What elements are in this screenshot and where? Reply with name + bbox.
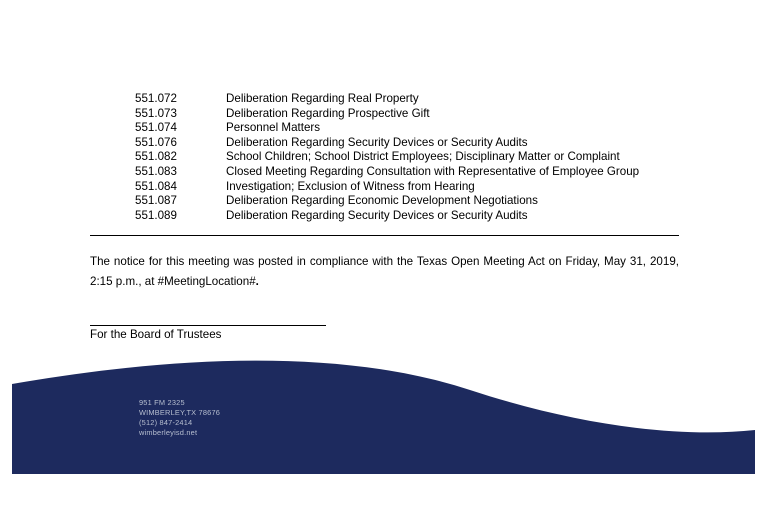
section-description: Deliberation Regarding Security Devices or Security Audits <box>226 208 528 222</box>
section-description: Deliberation Regarding Economic Development Negotiations <box>226 194 538 208</box>
section-code: 551.082 <box>135 150 177 164</box>
section-code: 551.087 <box>135 194 177 208</box>
section-row <box>135 136 639 151</box>
posting-notice <box>90 252 679 292</box>
signature-label: For the Board of Trustees <box>90 328 222 341</box>
footer-wave-banner <box>0 350 768 527</box>
section-code: 551.073 <box>135 106 177 120</box>
section-code: 551.083 <box>135 164 177 178</box>
posting-notice-period: . <box>255 275 259 288</box>
section-row <box>135 121 639 136</box>
section-row <box>135 150 639 165</box>
address-website: wimberleyisd.net <box>139 428 198 437</box>
section-code: 551.089 <box>135 208 177 222</box>
closed-session-sections-list <box>135 92 639 223</box>
section-code: 551.072 <box>135 92 177 105</box>
section-code: 551.084 <box>135 179 177 193</box>
section-code: 551.074 <box>135 121 177 135</box>
section-description: School Children; School District Employees; Disciplinary Matter or Complaint <box>226 150 620 164</box>
section-row <box>135 209 639 224</box>
section-description: Investigation; Exclusion of Witness from Hearing <box>226 179 475 193</box>
section-row <box>135 165 639 180</box>
section-row <box>135 194 639 209</box>
posting-notice-text: The notice for this meeting was posted in compliance with the Texas Open Meeting Act on Friday, May 31, 2019, 2:15 p.m., at #MeetingLocation# <box>90 255 679 288</box>
section-code: 551.076 <box>135 135 177 149</box>
address-street: 951 FM 2325 <box>139 398 185 407</box>
section-description: Personnel Matters <box>226 121 321 135</box>
signature-line <box>90 325 326 326</box>
address-city: WIMBERLEY,TX 78676 <box>139 408 221 417</box>
district-address-block <box>139 398 220 438</box>
address-phone: (512) 847-2414 <box>139 418 193 427</box>
section-row <box>135 180 639 195</box>
section-row <box>135 92 639 107</box>
section-description: Deliberation Regarding Security Devices or Security Audits <box>226 135 528 149</box>
section-description: Closed Meeting Regarding Consultation with Representative of Employee Group <box>226 164 640 178</box>
section-description: Deliberation Regarding Prospective Gift <box>226 106 430 120</box>
section-row <box>135 107 639 122</box>
section-description: Deliberation Regarding Real Property <box>226 92 419 105</box>
section-divider <box>90 235 679 236</box>
footer-wave-shape <box>12 361 755 474</box>
